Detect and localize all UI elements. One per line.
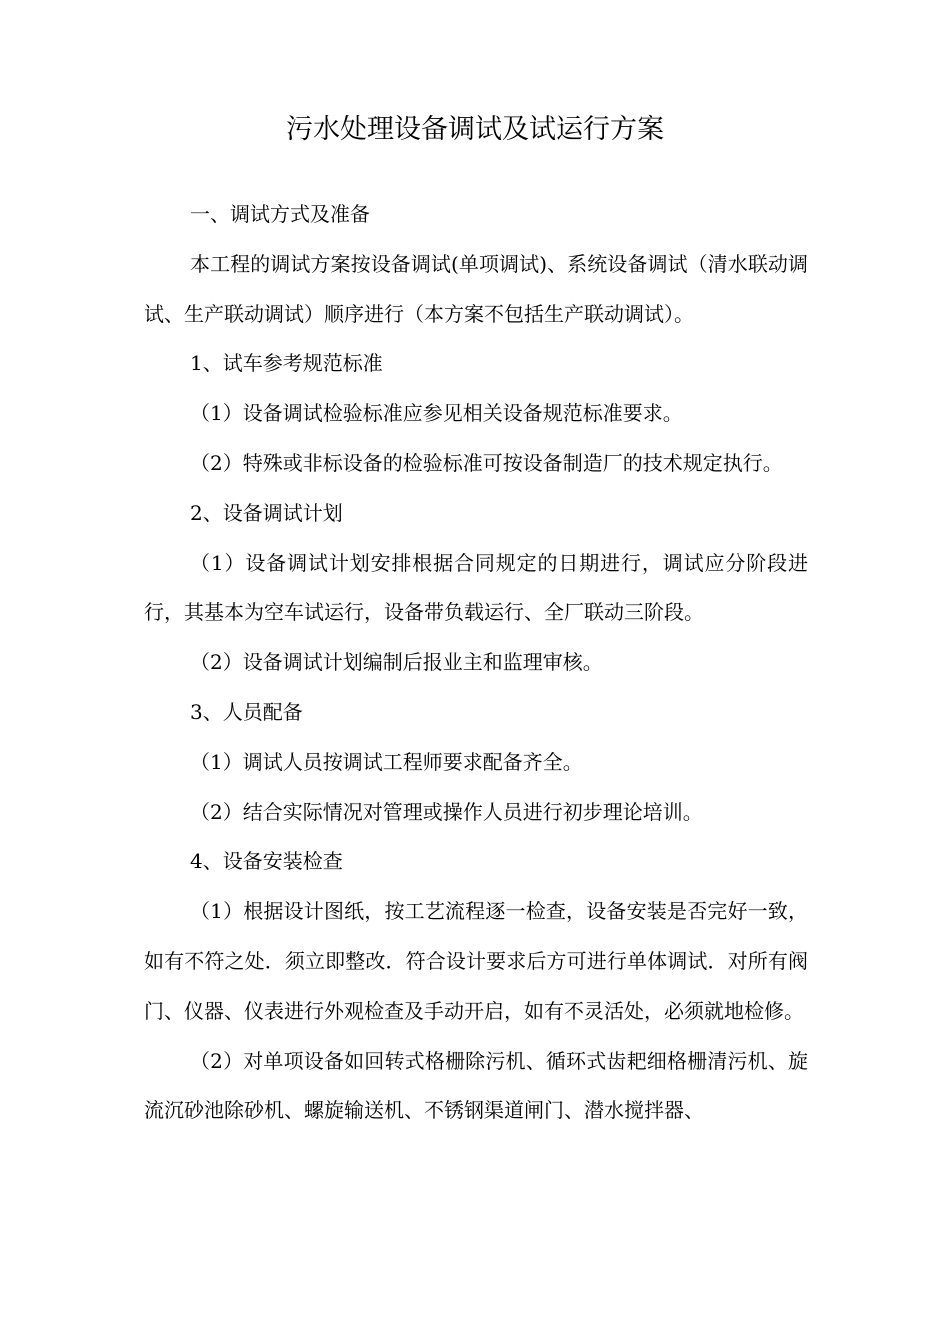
section-heading-1: 一、调试方式及准备 bbox=[190, 202, 370, 226]
document-body bbox=[144, 190, 808, 1136]
subheading-staffing: 3、人员配备 bbox=[190, 699, 303, 724]
paragraph-plan-2: （2）设备调试计划编制后报业主和监理审核。 bbox=[190, 650, 603, 675]
document-title: 污水处理设备调试及试运行方案 bbox=[286, 114, 664, 145]
paragraph-standards-1: （1）设备调试检验标准应参见相关设备规范标准要求。 bbox=[190, 401, 683, 426]
paragraph-plan-1: （1）设备调试计划安排根据合同规定的日期进行，调试应分阶段进行，其基本为空车试运行，设备带负载运行、全厂联动三阶段。 bbox=[144, 550, 808, 625]
paragraph-staffing-1: （1）调试人员按调试工程师要求配备齐全。 bbox=[190, 749, 583, 774]
paragraph-intro: 本工程的调试方案按设备调试(单项调试)、系统设备调试（清水联动调试、生产联动调试）顺序进行（本方案不包括生产联动调试）。 bbox=[144, 251, 808, 326]
paragraph-inspection-1: （1）根据设计图纸，按工艺流程逐一检查，设备安装是否完好一致，如有不符之处．须立即整改．符合设计要求后方可进行单体调试．对所有阀门、仪器、仪表进行外观检查及手动开启，如有不灵活处，必须就地检修。 bbox=[144, 899, 808, 1023]
paragraph-staffing-2: （2）结合实际情况对管理或操作人员进行初步理论培训。 bbox=[190, 799, 703, 824]
subheading-plan: 2、设备调试计划 bbox=[190, 500, 343, 525]
subheading-inspection: 4、设备安装检查 bbox=[190, 849, 343, 874]
paragraph-standards-2: （2）特殊或非标设备的检验标准可按设备制造厂的技术规定执行。 bbox=[190, 450, 783, 475]
subheading-standards: 1、试车参考规范标准 bbox=[190, 351, 383, 376]
paragraph-inspection-2: （2）对单项设备如回转式格栅除污机、循环式齿耙细格栅清污机、旋流沉砂池除砂机、螺旋输送机、不锈钢渠道闸门、潜水搅拌器、 bbox=[144, 1048, 808, 1123]
